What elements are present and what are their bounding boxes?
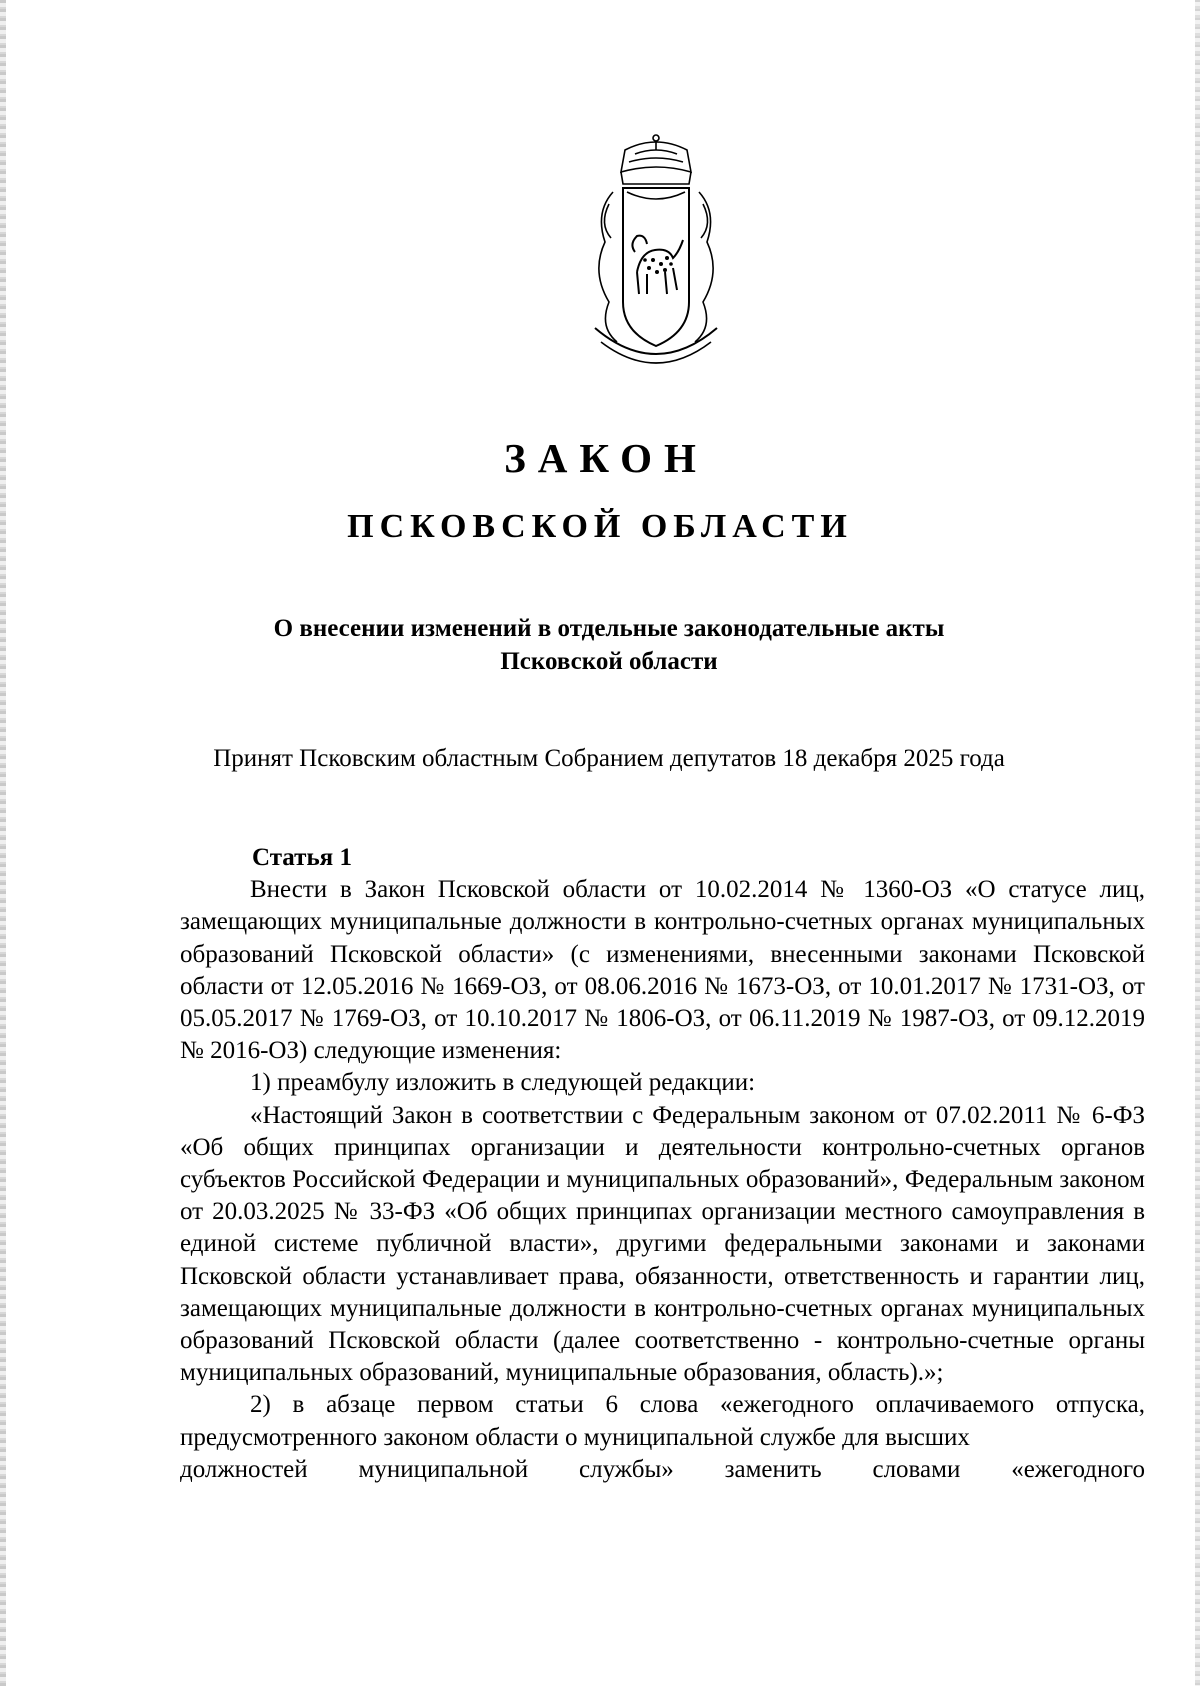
item-2-paragraph: 2) в абзаце первом статьи 6 слова «ежегодного оплачиваемого отпуска, предусмотренного законом области о муниципальной службе для высших <box>180 1391 1145 1451</box>
document-body <box>180 842 1145 1486</box>
law-name-line1: О внесении изменений в отдельные законодательные акты <box>273 615 945 642</box>
adoption-statement: Принят Псковским областным Собранием депутатов 18 декабря 2025 года <box>213 745 1005 772</box>
scan-edge-right <box>1195 0 1200 1686</box>
document-title: ЗАКОН <box>504 435 708 481</box>
coat-of-arms-icon <box>565 132 747 378</box>
scan-edge-left <box>0 0 6 1686</box>
article-heading: Статья 1 <box>252 844 352 871</box>
preamble-paragraph: «Настоящий Закон в соответствии с Федеральным законом от 07.02.2011 № 6-ФЗ «Об общих принципах организации и деятельности контрольно-счетных органов субъектов Российской Федерации и муниципальных образований», Федеральным законом от 20.03.2025 № 33-ФЗ «Об общих принципах организации местного самоуправления в единой системе публичной власти», другими федеральными законами и законами Псковской области устанавливает права, обязанности, ответственность и гарантии лиц, замещающих муниципальные должности в контрольно-счетных органах муниципальных образований Псковской области (далее соответственно - контрольно-счетные органы муниципальных образований, муниципальные образования, область).»; <box>180 1101 1145 1387</box>
item-1-paragraph: 1) преамбулу изложить в следующей редакции: <box>250 1069 756 1097</box>
document-subtitle: ПСКОВСКОЙ ОБЛАСТИ <box>347 508 853 545</box>
law-name <box>0 612 1200 678</box>
item-2-last-line: должностей муниципальной службы» заменить словами «ежегодного <box>180 1455 1145 1483</box>
article-intro-paragraph: Внести в Закон Псковской области от 10.02.2014 № 1360-ОЗ «О статусе лиц, замещающих муниципальные должности в контрольно-счетных органах муниципальных образований Псковской области» (с изменениями, внесенными законами Псковской области от 12.05.2016 № 1669-ОЗ, от 08.06.2016 № 1673-ОЗ, от 10.01.2017 № 1731-ОЗ, от 05.05.2017 № 1769-ОЗ, от 10.10.2017 № 1806-ОЗ, от 06.11.2019 № 1987-ОЗ, от 09.12.2019 № 2016-ОЗ) следующие изменения: <box>180 876 1145 1065</box>
law-name-line2: Псковской области <box>500 648 718 675</box>
